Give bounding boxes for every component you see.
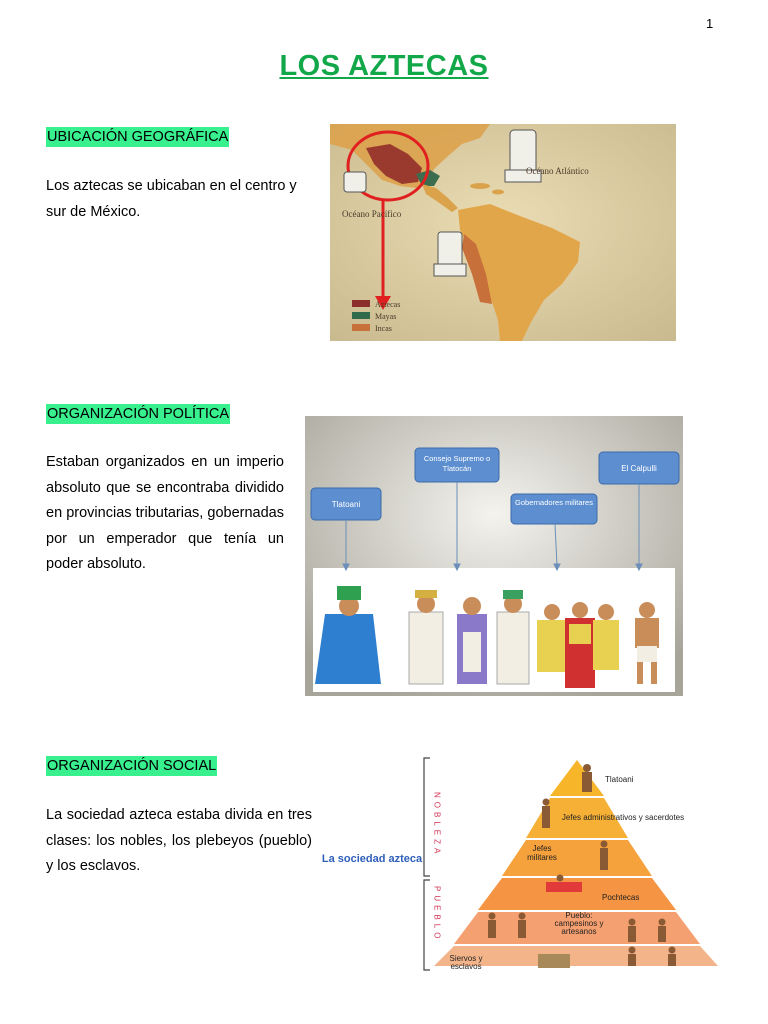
- box-gobernadores: Gobernadores militares: [515, 498, 593, 507]
- level-jefes-administrativos: Jefes administrativos y sacerdotes: [561, 813, 685, 822]
- heading-ubicacion: UBICACIÓN GEOGRÁFICA: [47, 129, 229, 145]
- box-tlatoani: Tlatoani: [331, 500, 361, 509]
- heading-politica: ORGANIZACIÓN POLÍTICA: [47, 406, 230, 422]
- level-jefes-militares: Jefes militares: [527, 844, 557, 862]
- legend-swatch-mayas: [352, 312, 370, 319]
- pyramid-figure: [321, 752, 722, 977]
- politics-figure: [305, 416, 683, 696]
- level-pochtecas: Pochtecas: [602, 893, 640, 902]
- side-label-nobleza: NOBLEZA: [432, 792, 442, 858]
- legend-label-incas: Incas: [375, 324, 392, 333]
- map-figure: [330, 124, 676, 341]
- legend-label-mayas: Mayas: [375, 312, 397, 321]
- page-number: 1: [706, 16, 714, 31]
- text-social: La sociedad azteca estaba divida en tres clases: los nobles, los plebeyos (pueblo) y los esclavos.: [46, 807, 312, 874]
- pyramid-caption: La sociedad azteca: [321, 853, 423, 865]
- label-pacific: Océano Pacífico: [342, 209, 402, 219]
- text-ubicacion: Los aztecas se ubicaban en el centro y sur de México.: [46, 178, 297, 220]
- level-pueblo: Pueblo: campesinos y artesanos: [554, 911, 604, 936]
- box-consejo: Consejo Supremo o Tlatocán: [423, 454, 491, 473]
- text-politica: Estaban organizados en un imperio absoluto que se encontraba dividido en provincias tributarias, gobernadas por un emperador que tenía un poder absoluto.: [46, 454, 284, 572]
- level-tlatoani: Tlatoani: [605, 775, 634, 784]
- heading-social: ORGANIZACIÓN SOCIAL: [47, 758, 217, 774]
- box-calpulli: El Calpulli: [621, 464, 657, 473]
- side-label-pueblo: PUEBLO: [432, 886, 442, 943]
- page-title: LOS AZTECAS: [279, 50, 489, 82]
- label-atlantic: Océano Atlántico: [526, 166, 589, 176]
- legend-swatch-incas: [352, 324, 370, 331]
- legend-swatch-aztecas: [352, 300, 370, 307]
- level-siervos: Siervos y esclavos: [449, 954, 483, 971]
- legend-label-aztecas: Aztecas: [375, 300, 401, 309]
